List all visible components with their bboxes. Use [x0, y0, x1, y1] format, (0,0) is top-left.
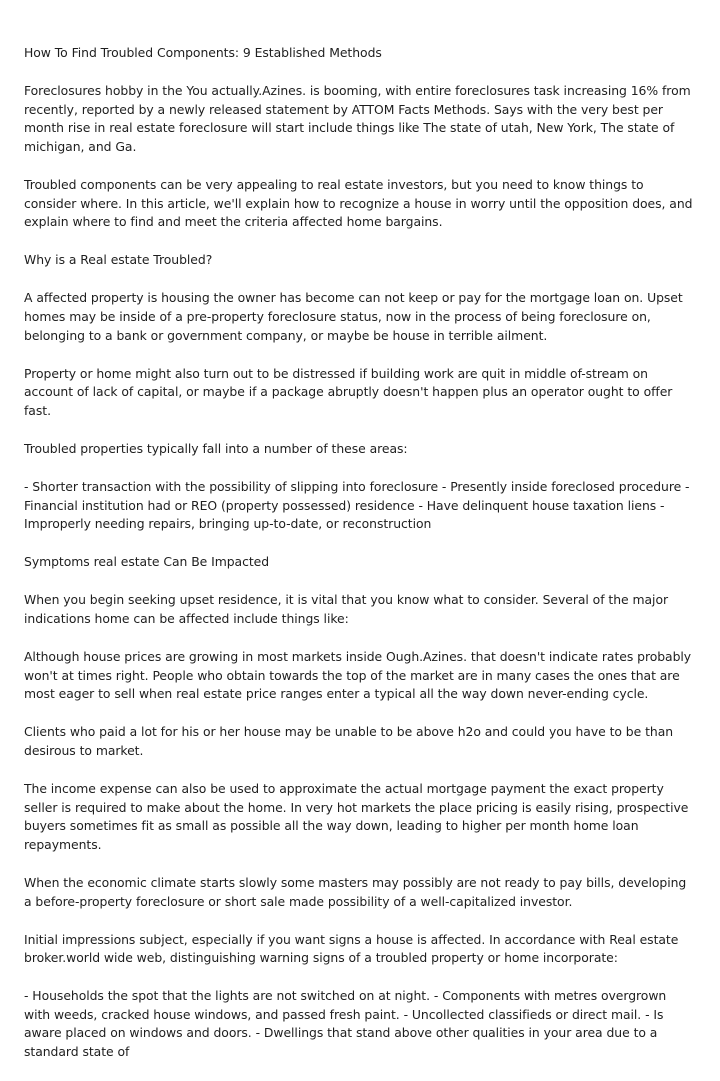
paragraph: Property or home might also turn out to be distressed if building work are quit in middle of-stream on account of lack of capital, or maybe if a package abruptly doesn't happen plus an operator ought to offer fast. — [24, 365, 673, 418]
paragraph: Troubled properties typically fall into a number of these areas: — [24, 440, 408, 456]
paragraph: Clients who paid a lot for his or her house may be unable to be above h2o and could you have to be than desirous to market. — [24, 724, 674, 758]
paragraph: Foreclosures hobby in the You actually.Azines. is booming, with entire foreclosures task increasing 16% from recently, reported by a newly released statement by ATTOM Facts Methods. Says with the very best per month rise in real estate foreclosure will start include things like The state of utah, New York, The state of michigan, and Ga. — [24, 83, 691, 154]
paragraph: Troubled components can be very appealing to real estate investors, but you need to know things to consider where. In this article, we'll explain how to recognize a house in worry until the opposition does, and explain where to find and meet the criteria affected home bargains. — [24, 176, 693, 230]
paragraph: When you begin seeking upset residence, it is vital that you know what to consider. Several of the major indications home can be affected include things like: — [24, 592, 669, 626]
paragraph-list: - Households the spot that the lights are not switched on at night. - Components with metres overgrown with weeds, cracked house windows, and passed fresh paint. - Uncollected classifieds or direct mail. - Is aware placed on windows and doors. - Dwellings that stand above other qualities in your area due to a standard state of — [24, 988, 667, 1060]
section-heading: Symptoms real estate Can Be Impacted — [24, 554, 270, 570]
section-heading: Why is a Real estate Troubled? — [24, 252, 213, 268]
paragraph: When the economic climate starts slowly some masters may possibly are not ready to pay bills, developing a before-property foreclosure or short sale made possibility of a well-capitalized investor. — [24, 874, 687, 909]
paragraph: A affected property is housing the owner has become can not keep or pay for the mortgage loan on. Upset homes may be inside of a pre-property foreclosure status, now in the process of being foreclosure on, belonging to a bank or government company, or maybe be house in terrible ailment. — [24, 290, 683, 343]
paragraph-list: - Shorter transaction with the possibility of slipping into foreclosure - Presently inside foreclosed procedure - Financial institution had or REO (property possessed) residence - Have delinquent house taxation liens - Improperly needing repairs, bringing up-to-date, or reconstruction — [24, 479, 690, 532]
document-title: How To Find Troubled Components: 9 Established Methods — [24, 45, 382, 60]
paragraph: Although house prices are growing in most markets inside Ough.Azines. that doesn't indicate rates probably won't at times right. People who obtain towards the top of the market are in many cases the ones that are most eager to sell when real estate price ranges enter a typical all the way down never-ending cycle. — [24, 649, 692, 702]
paragraph: The income expense can also be used to approximate the actual mortgage payment the exact property seller is required to make about the home. In very hot markets the place pricing is easily rising, prospective buyers sometimes fit as small as possible all the way down, leading to higher per month home loan repayments. — [24, 781, 689, 852]
document-body — [24, 44, 696, 1081]
paragraph: Initial impressions subject, especially if you want signs a house is affected. In accordance with Real estate broker.world wide web, distinguishing warning signs of a troubled property or home incorporate: — [24, 931, 679, 966]
